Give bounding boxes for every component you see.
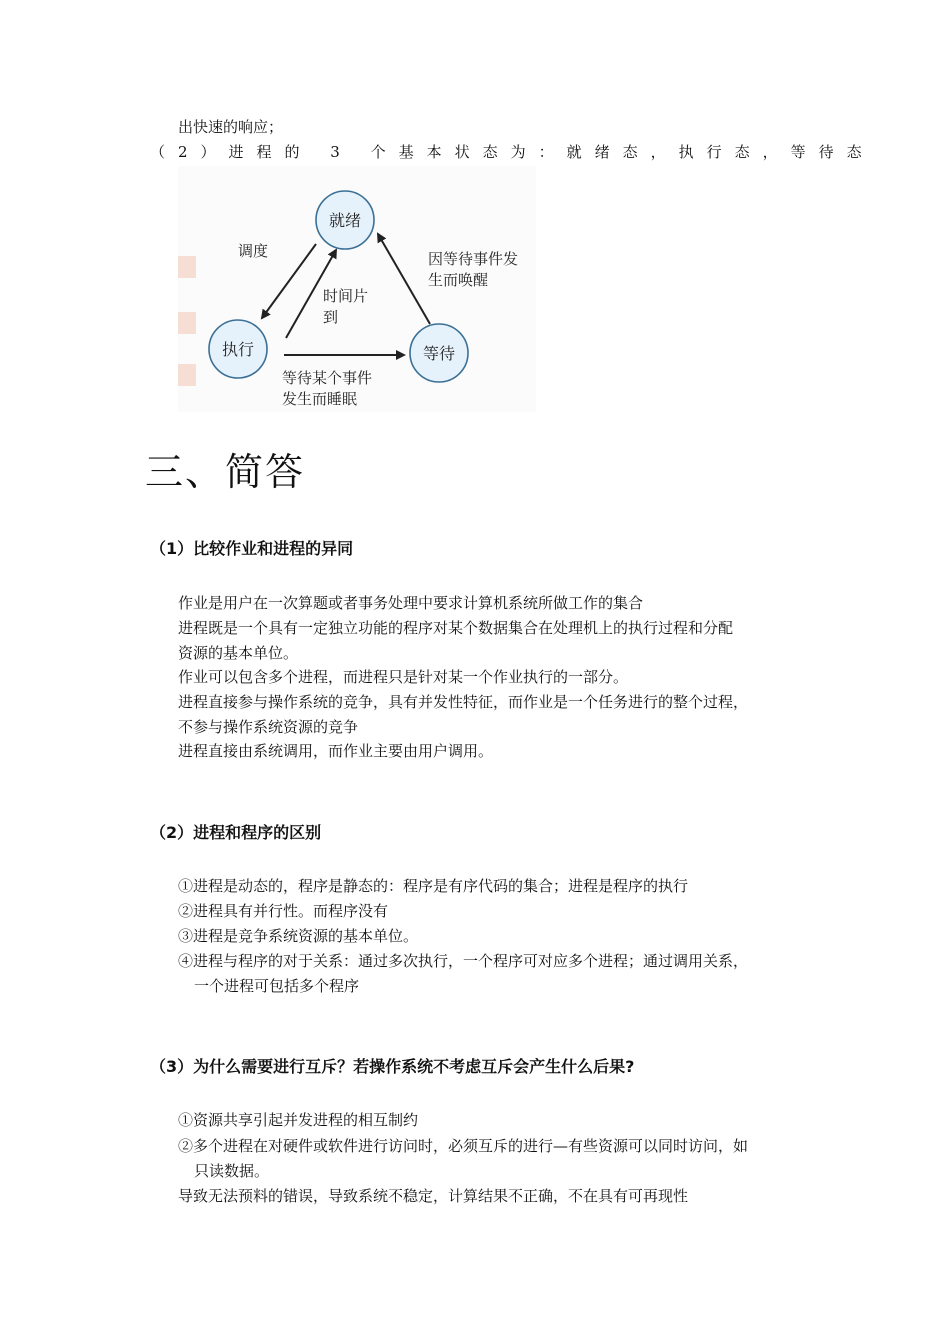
q2-title: （2）进程和程序的区别: [150, 823, 322, 842]
state-diagram-svg: [178, 166, 536, 412]
q1-line: 作业是用户在一次算题或者事务处理中要求计算机系统所做工作的集合: [178, 594, 644, 612]
node-ready: [316, 191, 374, 249]
node-wait: [410, 324, 468, 382]
q2-line: ③进程是竞争系统资源的基本单位。: [178, 927, 419, 945]
label-wake-2: 生而唤醒: [428, 271, 489, 289]
q2-line: ④进程与程序的对于关系：通过多次执行，一个程序可对应多个进程；通过调用关系，: [178, 952, 749, 970]
q1-line: 资源的基本单位。: [178, 644, 299, 662]
q2-line: ②进程具有并行性。而程序没有: [178, 902, 389, 920]
node-exec: [209, 320, 267, 378]
q1-line: 进程直接由系统调用，而作业主要由用户调用。: [178, 742, 494, 760]
section-title: 三、简答: [145, 450, 306, 494]
q1-line: 进程直接参与操作系统的竞争，具有并发性特征，而作业是一个任务进行的整个过程，: [178, 693, 749, 711]
edge-schedule: [262, 244, 316, 318]
q2-line: ①进程是动态的，程序是静态的：程序是有序代码的集合；进程是程序的执行: [178, 877, 689, 895]
q3-line: ②多个进程在对硬件或软件进行访问时，必须互斥的进行—有些资源可以同时访问，如: [178, 1137, 749, 1155]
node-ready-label: 就绪: [328, 211, 362, 230]
q3-line: 只读数据。: [194, 1162, 270, 1180]
label-sleep-1: 等待某个事件: [282, 369, 373, 387]
label-timeslice-2: 到: [323, 308, 339, 326]
q1-title: （1）比较作业和进程的异同: [150, 539, 354, 558]
label-sleep-2: 发生而睡眠: [282, 390, 358, 408]
label-timeslice-1: 时间片: [323, 287, 369, 305]
edge-wake: [378, 234, 430, 324]
node-exec-label: 执行: [221, 340, 255, 359]
intro-line-1: 出快速的响应；: [178, 118, 284, 136]
scan-mark: [178, 312, 196, 334]
node-wait-label: 等待: [422, 344, 456, 363]
label-wake-1: 因等待事件发: [428, 250, 519, 268]
q3-line: 导致无法预料的错误，导致系统不稳定，计算结果不正确，不在具有可再现性: [178, 1187, 689, 1205]
q1-line: 作业可以包含多个进程，而进程只是针对某一个作业执行的一部分。: [178, 668, 629, 686]
intro-line-2: （2）进程的 3 个基本状态为：就绪态，执行态，等待态: [150, 143, 875, 161]
process-state-diagram: [178, 166, 536, 412]
scan-mark: [178, 256, 196, 278]
q3-title: （3）为什么需要进行互斥？若操作系统不考虑互斥会产生什么后果?: [150, 1057, 635, 1076]
q3-line: ①资源共享引起并发进程的相互制约: [178, 1111, 419, 1129]
q1-line: 进程既是一个具有一定独立功能的程序对某个数据集合在处理机上的执行过程和分配: [178, 619, 734, 637]
q1-line: 不参与操作系统资源的竞争: [178, 718, 359, 736]
q2-line: 一个进程可包括多个程序: [194, 977, 360, 995]
label-schedule: 调度: [238, 242, 269, 260]
scan-mark: [178, 364, 196, 386]
